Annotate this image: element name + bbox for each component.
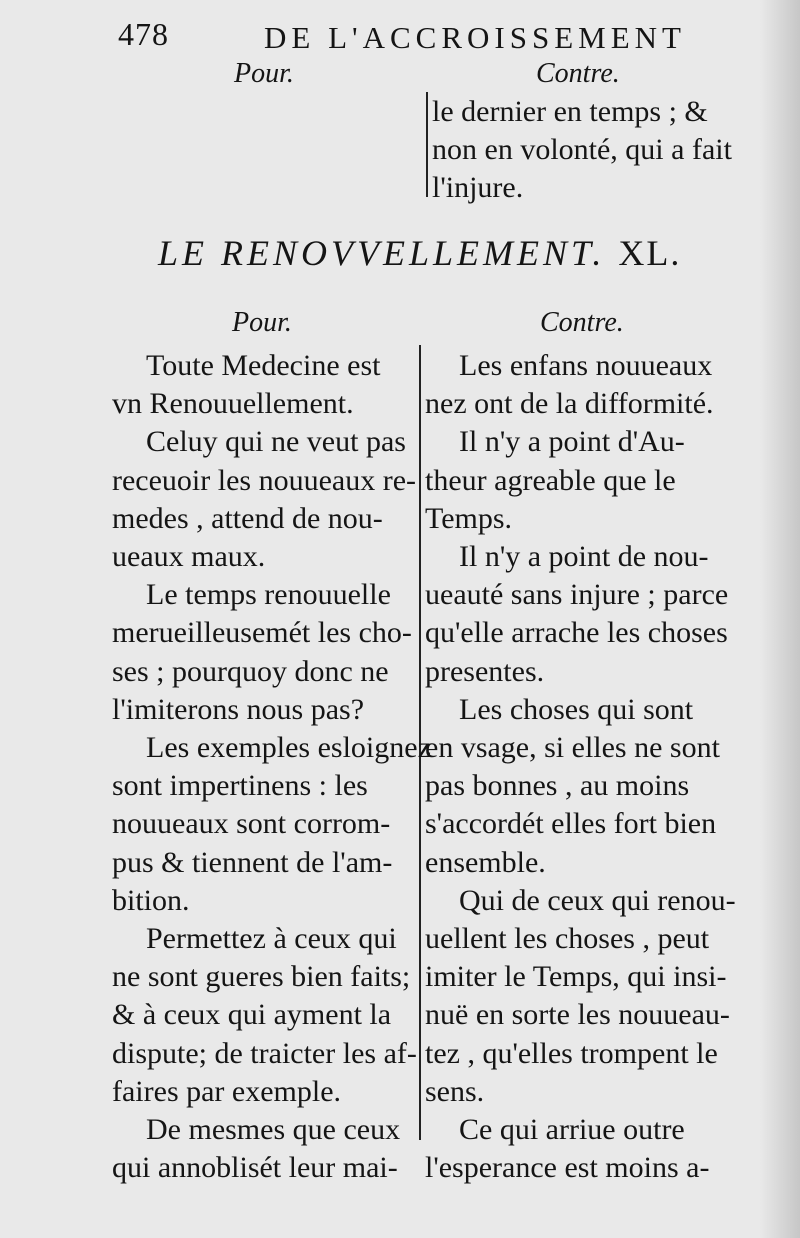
text-line: Les enfans nouueaux — [459, 349, 713, 382]
text-line: medes , attend de nou- — [112, 501, 383, 535]
running-head: DE L'ACCROISSEMENT — [264, 20, 686, 55]
text-line: Permettez à ceux qui — [146, 922, 397, 956]
text-line: l'imiterons nous pas? — [112, 692, 365, 726]
text-line: en vsage, si elles ne sont — [425, 731, 720, 765]
contre-continuation — [432, 93, 732, 208]
pour-column — [112, 347, 431, 1187]
text-line: s'accordét elles fort bien — [425, 807, 717, 841]
text-line: qui annoblisét leur mai- — [112, 1151, 398, 1185]
text-line: dispute; de traicter les af- — [112, 1036, 417, 1070]
text-line: Il n'y a point de nou- — [459, 540, 709, 574]
text-line: non en volonté, qui a fait — [432, 133, 732, 167]
text-line: sont impertinens : les — [112, 769, 368, 803]
text-line: Ce qui arriue outre — [459, 1113, 685, 1147]
page-number: 478 — [118, 16, 169, 52]
text-line: Temps. — [425, 501, 513, 535]
text-line: Le temps renouuelle — [146, 578, 391, 612]
text-line: ne sont gueres bien faits; — [112, 960, 411, 994]
text-line: nouueaux sont corrom- — [112, 807, 391, 841]
text-line: nez ont de la difformité. — [425, 387, 714, 421]
page-edge-shadow — [760, 0, 800, 1238]
text-line: vn Renouuellement. — [112, 387, 354, 421]
text-line: le dernier en temps ; & — [432, 95, 708, 128]
text-line: ensemble. — [425, 845, 546, 879]
text-line: Les choses qui sont — [459, 692, 694, 726]
column-divider-top — [426, 92, 428, 197]
text-line: theur agreable que le — [425, 463, 676, 497]
text-line: Toute Medecine est — [146, 349, 381, 382]
text-line: De mesmes que ceux — [146, 1113, 401, 1147]
text-line: uellent les choses , peut — [425, 922, 710, 956]
contre-heading: Contre. — [540, 307, 624, 338]
text-line: imiter le Temps, qui insi- — [425, 960, 727, 994]
section-title — [158, 232, 681, 274]
text-line: l'esperance est moins a- — [425, 1151, 710, 1185]
section-title-text: LE RENOVVELLEMENT. — [158, 233, 606, 273]
text-line: receuoir les nouueaux re- — [112, 463, 417, 497]
text-line: pas bonnes , au moins — [425, 769, 690, 803]
text-line: & à ceux qui ayment la — [112, 998, 392, 1032]
text-line: bition. — [112, 883, 190, 917]
text-line: merueilleusemét les cho- — [112, 616, 412, 650]
text-line: l'injure. — [432, 171, 524, 205]
pour-heading-top: Pour. — [234, 58, 294, 89]
text-line: pus & tiennent de l'am- — [112, 845, 393, 879]
text-line: ueaux maux. — [112, 540, 266, 574]
section-number: XL. — [618, 233, 682, 273]
text-line: presentes. — [425, 654, 545, 688]
text-line: ueauté sans injure ; parce — [425, 578, 729, 612]
text-line: nuë en sorte les nouueau- — [425, 998, 730, 1032]
text-line: tez , qu'elles trompent le — [425, 1036, 718, 1070]
text-line: Celuy qui ne veut pas — [146, 425, 406, 459]
contre-column — [425, 347, 736, 1187]
text-line: faires par exemple. — [112, 1074, 342, 1108]
text-line: ses ; pourquoy donc ne — [112, 654, 389, 688]
text-line: qu'elle arrache les choses — [425, 616, 728, 650]
text-line: Il n'y a point d'Au- — [459, 425, 685, 459]
pour-heading: Pour. — [232, 307, 292, 338]
text-line: Les exemples esloignez — [146, 731, 431, 765]
text-line: sens. — [425, 1074, 485, 1108]
text-line: Qui de ceux qui renou- — [459, 883, 736, 917]
contre-heading-top: Contre. — [536, 58, 620, 89]
page-header — [118, 14, 718, 66]
